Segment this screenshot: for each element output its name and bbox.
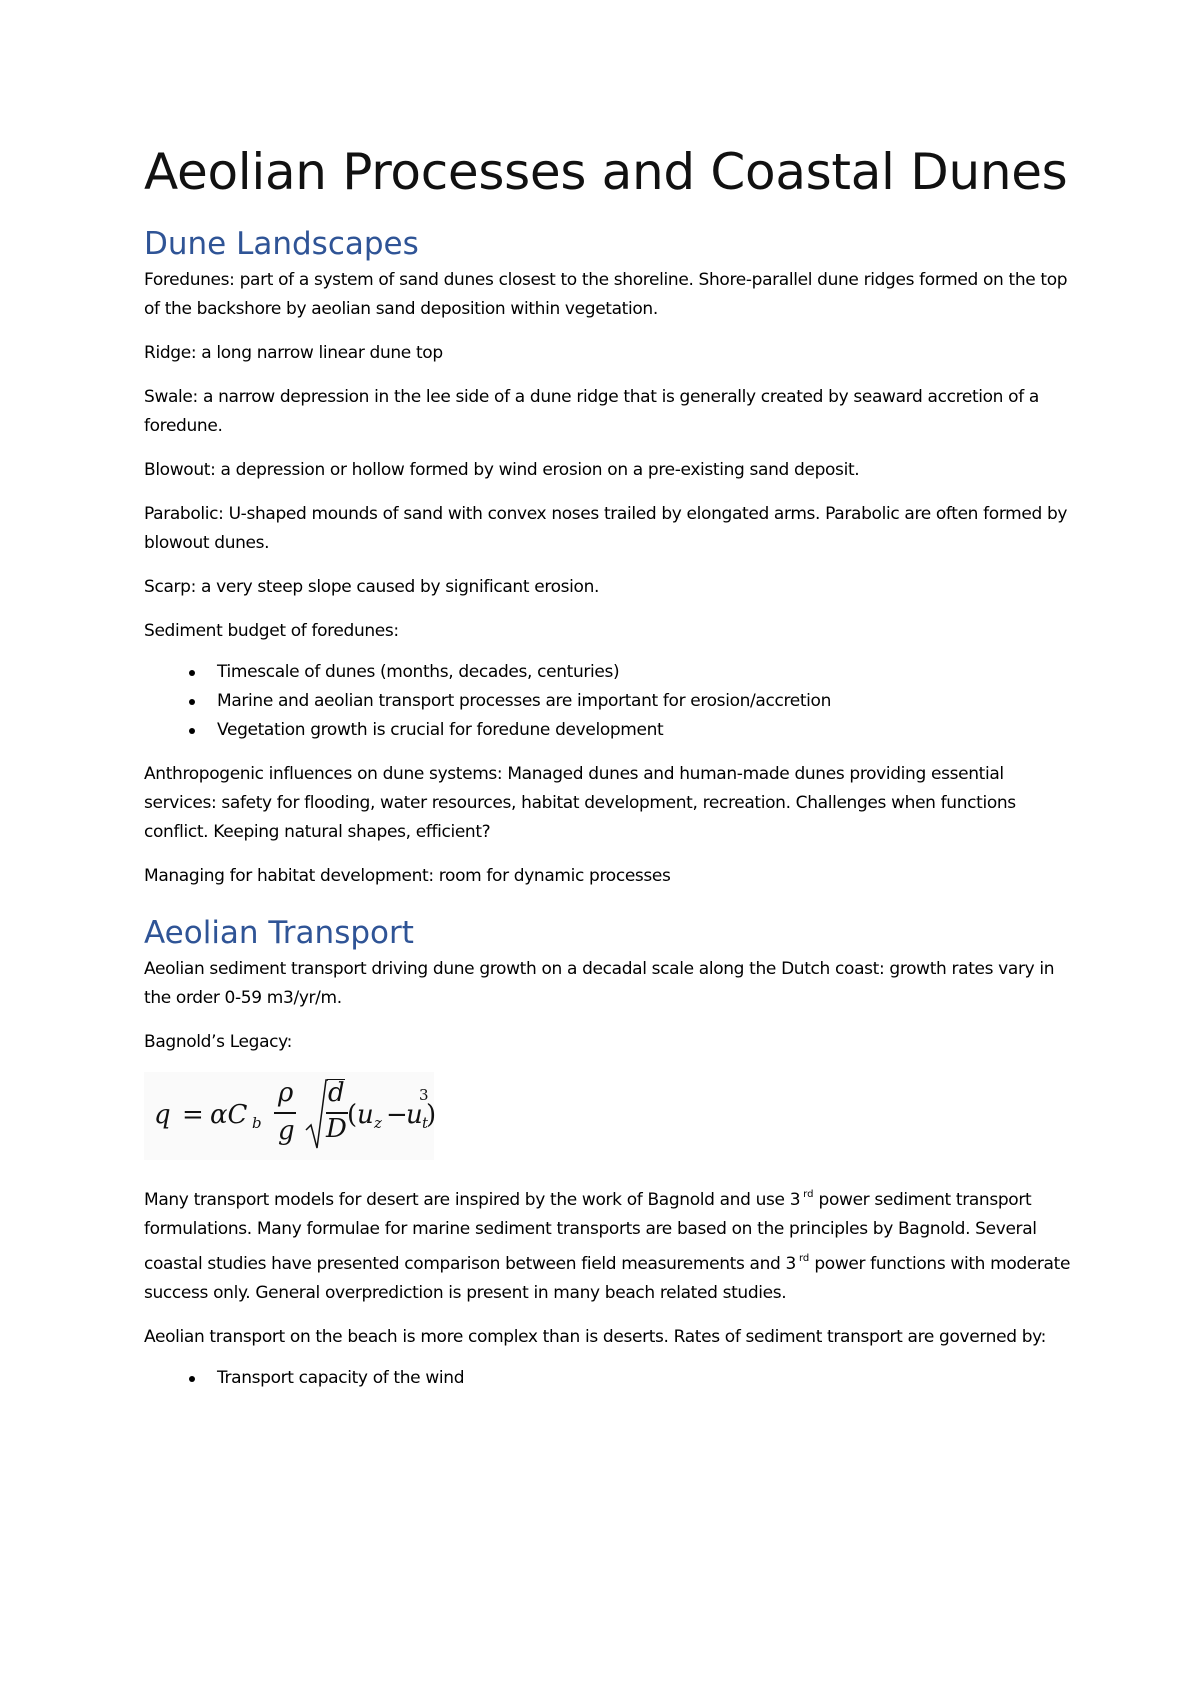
bullet-list-sediment-budget — [144, 658, 1074, 745]
square-root-icon — [304, 1078, 328, 1154]
list-item: Transport capacity of the wind — [189, 1364, 1074, 1393]
paragraph-beach-complexity: Aeolian transport on the beach is more complex than is deserts. Rates of sediment transport are governed by: — [144, 1327, 1046, 1347]
paragraph-ridge: Ridge: a long narrow linear dune top — [144, 343, 443, 363]
document-title: Aeolian Processes and Coastal Dunes — [144, 143, 1068, 201]
paragraph-bagnold-legacy: Bagnold’s Legacy: — [144, 1032, 293, 1052]
formula-q: q — [154, 1100, 171, 1130]
formula-u-subscript-z: z — [374, 1114, 382, 1132]
formula-minus: − — [386, 1100, 408, 1130]
paragraph-swale: Swale: a narrow depression in the lee side of a dune ridge that is generally created by seaward accretion of a foredune. — [144, 387, 1039, 436]
paragraph-scarp: Scarp: a very steep slope caused by significant erosion. — [144, 577, 600, 597]
paragraph-blowout: Blowout: a depression or hollow formed by wind erosion on a pre-existing sand deposit. — [144, 460, 860, 480]
document-page — [144, 140, 1074, 1408]
formula-rho: ρ — [278, 1078, 294, 1108]
paragraph-parabolic: Parabolic: U-shaped mounds of sand with convex noses trailed by elongated arms. Parabolic are often formed by blowout dunes. — [144, 504, 1068, 553]
list-item: Timescale of dunes (months, decades, centuries) — [189, 658, 1074, 687]
fraction-line — [274, 1112, 296, 1114]
formula-g: g — [278, 1116, 295, 1146]
paragraph-anthropogenic: Anthropogenic influences on dune systems: Managed dunes and human-made dunes providing essential services: safety for flooding, water resources, habitat development, recreation. Challenges when functions conflict. Keeping natural shapes, efficient? — [144, 764, 1016, 842]
formula-paren-open: ( — [347, 1100, 358, 1130]
bullet-list-transport-factors — [144, 1364, 1074, 1393]
formula-u: u — [357, 1100, 374, 1130]
bullet-icon — [189, 670, 195, 676]
paragraph-dutch-coast: Aeolian sediment transport driving dune growth on a decadal scale along the Dutch coast: growth rates vary in the order 0-59 m3/yr/m. — [144, 959, 1055, 1008]
section-heading-aeolian-transport: Aeolian Transport — [144, 915, 414, 951]
formula-big-d: D — [326, 1114, 347, 1144]
paragraph-managing-habitat: Managing for habitat development: room for dynamic processes — [144, 866, 671, 886]
formula-paren-close: ) — [426, 1100, 437, 1130]
formula-d: d — [328, 1078, 345, 1108]
formula-u-subscript-t: t — [422, 1114, 429, 1132]
bullet-icon — [189, 699, 195, 705]
list-item: Marine and aeolian transport processes are important for erosion/accretion — [189, 687, 1074, 716]
formula-alpha-c: αC — [210, 1100, 248, 1130]
formula-c-subscript: b — [252, 1114, 262, 1132]
paragraph-sediment-budget: Sediment budget of foredunes: — [144, 621, 399, 641]
formula-u2: u — [406, 1100, 423, 1130]
paragraph-foredunes: Foredunes: part of a system of sand dunes closest to the shoreline. Shore-parallel dune ridges formed on the top of the backshore by aeolian sand deposition within vegetation. — [144, 270, 1068, 319]
formula-equals: = — [182, 1100, 204, 1130]
section-heading-dune-landscapes: Dune Landscapes — [144, 226, 419, 262]
formula-power: 3 — [419, 1086, 429, 1104]
bullet-icon — [189, 1376, 195, 1382]
paragraph-transport-models: Many transport models for desert are inspired by the work of Bagnold and use 3 $^{rd}$ power sediment transport formulations. Many formulae for marine sediment transports are based on the principles by Bagnold. Several coastal studies have presented comparison between field measurements and 3 $^{rd}$ power functions with moderate success only. General overprediction is present in many beach related studies. — [144, 1189, 1071, 1303]
bullet-icon — [189, 728, 195, 734]
bagnold-formula-image — [144, 1072, 437, 1160]
list-item: Vegetation growth is crucial for foredune development — [189, 716, 1074, 745]
